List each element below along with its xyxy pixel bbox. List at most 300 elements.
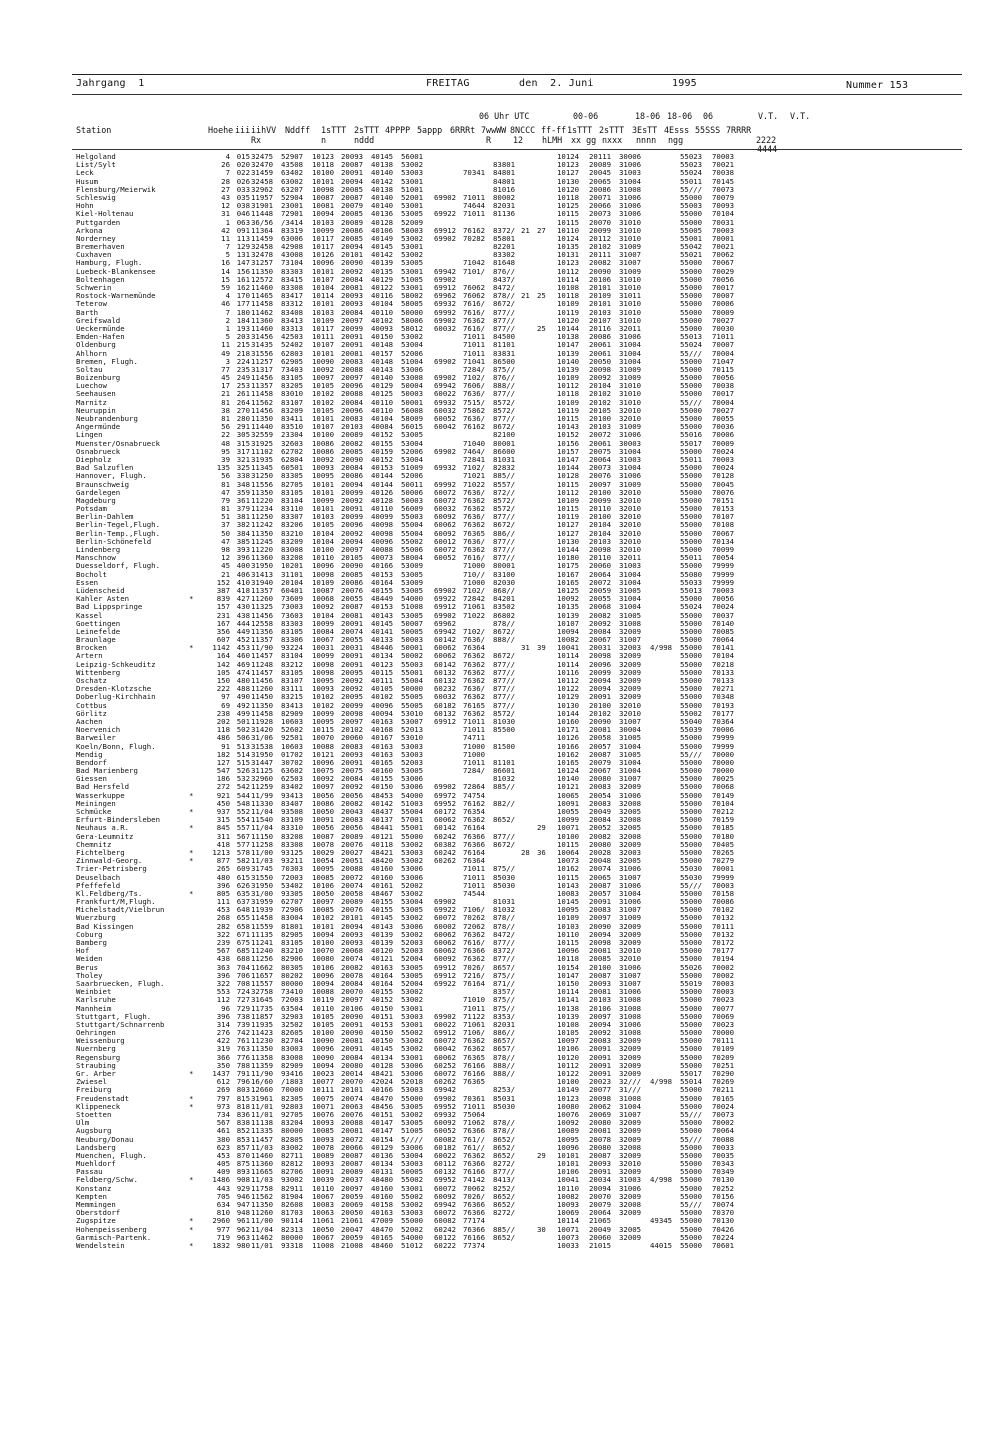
cell-col-14: 10109 bbox=[557, 495, 580, 505]
cell-col-5: 10090 bbox=[312, 356, 335, 366]
cell-col-7: 40165 bbox=[371, 1232, 394, 1242]
cell-col-14: 10119 bbox=[557, 307, 580, 317]
table-row bbox=[76, 1037, 956, 1045]
station-name: Mannheim bbox=[76, 1003, 112, 1013]
cell-col-15: 20082 bbox=[589, 831, 612, 841]
cell-col-9: 60142 bbox=[434, 635, 457, 645]
cell-col-7: 40104 bbox=[371, 414, 394, 423]
cell-col-19: 70027 bbox=[712, 315, 735, 325]
station-name: Fichtelberg bbox=[76, 847, 125, 857]
cell-col-15: 20064 bbox=[589, 1208, 612, 1218]
cell-col-6: 20056 bbox=[341, 823, 364, 833]
station-name: Luechow bbox=[76, 381, 107, 391]
cell-col-1: 238 bbox=[216, 708, 230, 718]
cell-col-8: 53006 bbox=[401, 1060, 424, 1070]
cell-col-3: 11939 bbox=[251, 905, 274, 915]
cell-col-2: 305 bbox=[236, 430, 250, 440]
cell-col-2: 046 bbox=[236, 209, 250, 219]
cell-col-11: 875// bbox=[493, 1003, 516, 1013]
cell-col-1: 877 bbox=[216, 856, 230, 866]
cell-col-12: 21 bbox=[521, 291, 530, 301]
cell-col-8: 55000 bbox=[401, 1216, 424, 1226]
cell-col-7: 40152 bbox=[371, 454, 394, 464]
cell-col-4: 73003 bbox=[281, 602, 304, 612]
cell-col-6: 20076 bbox=[341, 585, 364, 595]
table-row bbox=[76, 497, 956, 505]
cell-col-4: 63002 bbox=[281, 176, 304, 186]
cell-col-8: 53006 bbox=[401, 774, 424, 784]
station-name: Doberlug-Kirchhain bbox=[76, 692, 156, 702]
cell-col-10: 76364 bbox=[463, 643, 486, 653]
table-row bbox=[76, 636, 956, 644]
station-name: Neubrandenburg bbox=[76, 414, 138, 423]
cell-col-10: 76162 bbox=[463, 798, 486, 808]
cell-col-14: 10120 bbox=[557, 1052, 580, 1062]
cell-col-8: 53002 bbox=[401, 1044, 424, 1054]
cell-col-6: 20076 bbox=[341, 905, 364, 915]
cell-col-18: 55000 bbox=[680, 528, 703, 538]
cell-col-1: 623 bbox=[216, 1142, 230, 1152]
cell-col-1: 486 bbox=[216, 733, 230, 743]
cell-col-1: 47 bbox=[221, 536, 230, 546]
cell-col-2: 270 bbox=[236, 405, 250, 415]
cell-col-1: 4 bbox=[225, 152, 230, 161]
cell-col-1: 21 bbox=[221, 569, 230, 579]
cell-col-3: 11357 bbox=[251, 635, 274, 645]
cell-col-18: 55/// bbox=[680, 348, 703, 358]
cell-col-11: 877// bbox=[493, 389, 516, 399]
cell-col-14: 10100 bbox=[557, 831, 580, 841]
station-name: Braunschweig bbox=[76, 479, 130, 489]
cell-col-19: 70133 bbox=[712, 667, 735, 677]
cell-col-7: 40134 bbox=[371, 651, 394, 661]
cell-col-11: 83502 bbox=[493, 602, 516, 612]
cell-col-4: 83110 bbox=[281, 504, 304, 514]
cell-col-7: 40133 bbox=[371, 635, 394, 645]
cell-col-4: 73403 bbox=[281, 364, 304, 374]
cell-col-14: 10128 bbox=[557, 471, 580, 481]
cell-col-4: 82313 bbox=[281, 1224, 304, 1234]
cell-col-2: 532 bbox=[236, 774, 250, 784]
cell-col-10: 7616/ bbox=[463, 323, 486, 333]
cell-col-4: 83111 bbox=[281, 684, 304, 694]
cell-col-1: 202 bbox=[216, 716, 230, 726]
cell-col-18: 55000 bbox=[680, 1011, 703, 1021]
col-subheader-9: ngg bbox=[668, 135, 684, 145]
cell-col-7: 40166 bbox=[371, 1085, 394, 1095]
cell-col-19: 70269 bbox=[712, 1077, 735, 1087]
cell-col-19: 70054 bbox=[712, 553, 735, 563]
cell-col-1: 810 bbox=[216, 1208, 230, 1218]
cell-col-16: 31009 bbox=[619, 913, 642, 923]
cell-col-2: 946 bbox=[236, 1191, 250, 1201]
cell-col-6: 20097 bbox=[341, 545, 364, 554]
cell-col-16: 31003 bbox=[619, 561, 642, 571]
cell-col-1: 231 bbox=[216, 610, 230, 620]
cell-col-8: 51005 bbox=[401, 274, 424, 284]
cell-col-19: 70056 bbox=[712, 274, 735, 284]
cell-col-4: 62803 bbox=[281, 348, 304, 358]
table-row bbox=[76, 931, 956, 939]
cell-col-11: 8652/ bbox=[493, 1232, 516, 1242]
cell-col-16: 32005 bbox=[619, 1224, 642, 1234]
cell-col-18: 55000 bbox=[680, 1028, 703, 1038]
cell-col-19: 70111 bbox=[712, 1036, 735, 1046]
cell-col-19: 70002 bbox=[712, 970, 735, 980]
station-name: Görlitz bbox=[76, 708, 107, 718]
cell-col-8: 53003 bbox=[401, 847, 424, 857]
cell-col-16: 31006 bbox=[619, 962, 642, 972]
cell-col-10: 76362 bbox=[463, 545, 486, 554]
cell-col-8: 53002 bbox=[401, 856, 424, 866]
cell-col-2: 815 bbox=[236, 1093, 250, 1103]
cell-col-19: 79999 bbox=[712, 733, 735, 743]
cell-col-10: 76364 bbox=[463, 856, 486, 866]
cell-col-8: 53001 bbox=[401, 1052, 424, 1062]
cell-col-3: 31125 bbox=[251, 766, 274, 776]
cell-col-2: 215 bbox=[236, 340, 250, 350]
station-name: Straubing bbox=[76, 1060, 116, 1070]
cell-col-19: 70006 bbox=[712, 299, 735, 309]
cell-col-7: 40098 bbox=[371, 520, 394, 530]
cell-col-14: 10130 bbox=[557, 536, 580, 546]
cell-col-11: 86601 bbox=[493, 766, 516, 776]
cell-col-5: 10102 bbox=[312, 692, 335, 702]
cell-col-15: 20087 bbox=[589, 1150, 612, 1160]
cell-col-5: 10096 bbox=[312, 561, 335, 571]
cell-col-12: 31 bbox=[521, 643, 530, 653]
cell-col-6: 20082 bbox=[341, 438, 364, 448]
cell-col-1: 607 bbox=[216, 635, 230, 645]
cell-col-15: 20103 bbox=[589, 307, 612, 317]
station-name: Husum bbox=[76, 176, 99, 186]
cell-col-7: 40141 bbox=[371, 626, 394, 636]
table-row bbox=[76, 210, 956, 218]
cell-col-15: 20090 bbox=[589, 921, 612, 931]
cell-col-7: 40093 bbox=[371, 323, 394, 333]
cell-col-14: 10157 bbox=[557, 446, 580, 456]
cell-col-15: 20079 bbox=[589, 757, 612, 767]
cell-col-7: 40155 bbox=[371, 774, 394, 784]
cell-col-9: 69902 bbox=[434, 1011, 457, 1021]
table-row bbox=[76, 284, 956, 292]
cell-col-5: 10101 bbox=[312, 504, 335, 514]
cell-col-3: 31257 bbox=[251, 258, 274, 268]
cell-col-6: 20078 bbox=[341, 970, 364, 980]
cell-col-9: 69942 bbox=[434, 381, 457, 391]
cell-col-3: 31420 bbox=[251, 725, 274, 735]
cell-col-19: 70132 bbox=[712, 929, 735, 939]
cell-col-11: 877// bbox=[493, 684, 516, 694]
cell-col-16: 32010 bbox=[619, 954, 642, 964]
cell-col-10: 76062 bbox=[463, 283, 486, 292]
cell-col-7: 40135 bbox=[371, 266, 394, 276]
cell-col-3: 11350 bbox=[251, 528, 274, 538]
cell-col-1: 105 bbox=[216, 667, 230, 677]
cell-col-7: 40148 bbox=[371, 340, 394, 350]
cell-col-14: 10082 bbox=[557, 1191, 580, 1201]
cell-col-2: 063 bbox=[236, 217, 250, 227]
cell-col-15: 20094 bbox=[589, 1183, 612, 1193]
cell-col-3: 11458 bbox=[251, 708, 274, 718]
cell-col-10: 71011 bbox=[463, 880, 486, 890]
cell-col-3: 11/01 bbox=[251, 1109, 274, 1119]
cell-col-11: 81030 bbox=[493, 716, 516, 726]
cell-col-8: 50005 bbox=[401, 626, 424, 636]
cell-col-18: 55000 bbox=[680, 1159, 703, 1169]
cell-col-3: 11/03 bbox=[251, 856, 274, 866]
cell-col-18: 55000 bbox=[680, 561, 703, 571]
cell-col-3: 11359 bbox=[251, 1060, 274, 1070]
cell-col-6: 20094 bbox=[341, 479, 364, 489]
cell-col-18: 55000 bbox=[680, 954, 703, 964]
cell-col-18: 55024 bbox=[680, 168, 703, 178]
cell-col-3: 11138 bbox=[251, 1118, 274, 1128]
cell-col-16: 32008 bbox=[619, 815, 642, 825]
cell-col-1: 265 bbox=[216, 864, 230, 874]
cell-col-15: 20100 bbox=[589, 487, 612, 497]
cell-col-18: 55000 bbox=[680, 446, 703, 456]
station-name: Kempten bbox=[76, 1191, 107, 1201]
cell-col-4: 83510 bbox=[281, 422, 304, 432]
cell-col-11: 8652/ bbox=[493, 1200, 516, 1209]
station-name: Oldenburg bbox=[76, 340, 116, 350]
table-row bbox=[76, 833, 956, 841]
cell-col-14: 10114 bbox=[557, 274, 580, 284]
cell-col-18: 55021 bbox=[680, 250, 703, 260]
cell-col-2: 685 bbox=[236, 946, 250, 956]
cell-col-14: 10109 bbox=[557, 299, 580, 309]
cell-col-8: 53002 bbox=[401, 250, 424, 260]
cell-col-7: 40138 bbox=[371, 160, 394, 170]
table-row bbox=[76, 816, 956, 824]
cell-col-8: 53004 bbox=[401, 438, 424, 448]
cell-col-14: 10115 bbox=[557, 209, 580, 219]
cell-col-14: 10129 bbox=[557, 692, 580, 702]
cell-col-2: 655 bbox=[236, 913, 250, 923]
cell-col-14: 10115 bbox=[557, 414, 580, 423]
station-name: Stuttgart/Schnarrenb bbox=[76, 1019, 165, 1029]
cell-col-3: 11350 bbox=[251, 266, 274, 276]
cell-col-14: 10082 bbox=[557, 635, 580, 645]
cell-col-8: 50003 bbox=[401, 495, 424, 505]
station-name: Bad Hersfeld bbox=[76, 782, 130, 792]
cell-col-15: 20116 bbox=[589, 323, 612, 333]
cell-col-6: 20091 bbox=[341, 1044, 364, 1054]
cell-col-15: 20101 bbox=[589, 283, 612, 292]
cell-col-7: 40163 bbox=[371, 962, 394, 972]
cell-col-10: 7284/ bbox=[463, 766, 486, 776]
cell-col-19: 70002 bbox=[712, 962, 735, 972]
cell-col-4: 62503 bbox=[281, 774, 304, 784]
cell-col-2: 193 bbox=[236, 323, 250, 333]
cell-col-18: 55000 bbox=[680, 389, 703, 399]
cell-col-19: 70134 bbox=[712, 536, 735, 546]
table-row bbox=[76, 1070, 956, 1078]
station-name: Dresden-Klotzsche bbox=[76, 684, 152, 694]
cell-col-4: 32502 bbox=[281, 1019, 304, 1029]
cell-col-2: 249 bbox=[236, 373, 250, 383]
cell-col-2: 430 bbox=[236, 602, 250, 612]
cell-col-19: 70037 bbox=[712, 610, 735, 620]
cell-col-8: 53005 bbox=[401, 430, 424, 440]
station-name: Luebeck-Blankensee bbox=[76, 266, 156, 276]
cell-col-5: 10086 bbox=[312, 446, 335, 456]
cell-col-4: 83107 bbox=[281, 676, 304, 685]
cell-col-5: 10078 bbox=[312, 1142, 335, 1152]
table-row bbox=[76, 530, 956, 538]
group-header-3: 18-06 bbox=[667, 111, 693, 121]
cell-col-14: 10162 bbox=[557, 864, 580, 874]
cell-col-1: 387 bbox=[216, 585, 230, 595]
cell-col-14: 10147 bbox=[557, 454, 580, 464]
cell-col-11: 878// bbox=[493, 618, 516, 628]
cell-col-18: 55000 bbox=[680, 463, 703, 473]
cell-col-8: 53002 bbox=[401, 1036, 424, 1046]
cell-col-6: 20079 bbox=[341, 201, 364, 211]
cell-col-7: 48453 bbox=[371, 790, 394, 800]
cell-col-6: 20106 bbox=[341, 1003, 364, 1013]
cell-col-10: 76362 bbox=[463, 651, 486, 661]
cell-col-4: 82812 bbox=[281, 1159, 304, 1169]
cell-col-9: 69912 bbox=[434, 716, 457, 726]
col-header-17: 55SSS bbox=[695, 125, 721, 135]
cell-col-16: 31007 bbox=[619, 716, 642, 726]
cell-col-8: 53002 bbox=[401, 839, 424, 849]
cell-col-14: 10150 bbox=[557, 978, 580, 988]
cell-col-18: 55000 bbox=[680, 422, 703, 432]
cell-col-1: 276 bbox=[216, 1028, 230, 1038]
cell-col-7: 40110 bbox=[371, 397, 394, 407]
cell-col-6: 20086 bbox=[341, 225, 364, 235]
cell-col-3: 11240 bbox=[251, 946, 274, 956]
cell-col-9: 60092 bbox=[434, 954, 457, 964]
cell-col-6: 20089 bbox=[341, 430, 364, 440]
cell-col-15: 20087 bbox=[589, 749, 612, 759]
station-name: Gardelegen bbox=[76, 487, 121, 497]
cell-col-4: 83206 bbox=[281, 520, 304, 530]
cell-col-11: 8372/ bbox=[493, 946, 516, 956]
cell-col-15: 20106 bbox=[589, 1003, 612, 1013]
cell-col-7: 40147 bbox=[371, 1126, 394, 1136]
cell-col-1: 164 bbox=[216, 651, 230, 661]
cell-col-6: 20072 bbox=[341, 872, 364, 882]
cell-col-16: 31009 bbox=[619, 266, 642, 276]
cell-col-6: 20084 bbox=[341, 774, 364, 784]
cell-col-11: 877// bbox=[493, 700, 516, 710]
cell-col-4: 83210 bbox=[281, 946, 304, 956]
cell-col-7: 40121 bbox=[371, 954, 394, 964]
cell-col-5: 10098 bbox=[312, 659, 335, 669]
cell-col-9: 69972 bbox=[434, 790, 457, 800]
cell-col-3: 11/03 bbox=[251, 1175, 274, 1185]
cell-col-18: 55000 bbox=[680, 888, 703, 898]
cell-col-18: 55000 bbox=[680, 1167, 703, 1177]
cell-col-19: 70279 bbox=[712, 856, 735, 866]
cell-col-7: 48470 bbox=[371, 1224, 394, 1234]
cell-col-2: 857 bbox=[236, 1142, 250, 1152]
cell-col-1: 422 bbox=[216, 1036, 230, 1046]
cell-col-19: 70426 bbox=[712, 1224, 735, 1234]
cell-col-19: 70002 bbox=[712, 1118, 735, 1128]
cell-col-16: 31010 bbox=[619, 283, 642, 292]
table-row bbox=[76, 423, 956, 431]
cell-col-10: 76164 bbox=[463, 978, 486, 988]
cell-col-2: 980 bbox=[236, 1240, 250, 1250]
col-subheader-8: nnnn bbox=[636, 135, 657, 145]
cell-col-6: 20101 bbox=[341, 1085, 364, 1095]
cell-col-10: 70341 bbox=[463, 168, 486, 178]
cell-col-17: 44015 bbox=[650, 1240, 673, 1250]
cell-col-2: 384 bbox=[236, 528, 250, 538]
cell-col-7: 40118 bbox=[371, 839, 394, 849]
cell-col-15: 20098 bbox=[589, 1093, 612, 1103]
cell-col-11: 86600 bbox=[493, 446, 516, 456]
cell-col-5: 10114 bbox=[312, 291, 335, 301]
cell-col-16: 31010 bbox=[619, 315, 642, 325]
cell-col-14: 10083 bbox=[557, 888, 580, 898]
cell-col-1: 142 bbox=[216, 659, 230, 669]
cell-col-9: 60142 bbox=[434, 659, 457, 669]
cell-col-16: 31010 bbox=[619, 225, 642, 235]
cell-col-11: 877// bbox=[493, 676, 516, 685]
cell-col-15: 20074 bbox=[589, 864, 612, 874]
cell-col-11: 8652/ bbox=[493, 1150, 516, 1160]
cell-col-3: 11460 bbox=[251, 323, 274, 333]
cell-col-9: 60242 bbox=[434, 847, 457, 857]
cell-col-16: 31004 bbox=[619, 1101, 642, 1111]
cell-col-16: 32/// bbox=[619, 1077, 642, 1087]
cell-col-6: 20087 bbox=[341, 1159, 364, 1169]
cell-col-10: 7515/ bbox=[463, 397, 486, 407]
cell-col-14: 10144 bbox=[557, 708, 580, 718]
cell-col-16: 32010 bbox=[619, 512, 642, 522]
mountain-station-marker-icon: * bbox=[189, 807, 194, 816]
cell-col-10: 76166 bbox=[463, 1232, 486, 1242]
cell-col-2: 393 bbox=[236, 545, 250, 554]
cell-col-7: 40110 bbox=[371, 405, 394, 415]
station-name: Ueckermünde bbox=[76, 323, 125, 333]
table-row bbox=[76, 309, 956, 317]
cell-col-7: 40126 bbox=[371, 487, 394, 497]
cell-col-7: 40163 bbox=[371, 741, 394, 751]
cell-col-2: 557 bbox=[236, 823, 250, 833]
cell-col-11: 875// bbox=[493, 995, 516, 1005]
cell-col-15: 20091 bbox=[589, 1069, 612, 1078]
cell-col-15: 20093 bbox=[589, 978, 612, 988]
cell-col-7: 40150 bbox=[371, 1036, 394, 1046]
cell-col-10: 76366 bbox=[463, 946, 486, 956]
cell-col-4: 83008 bbox=[281, 545, 304, 554]
cell-col-2: 381 bbox=[236, 512, 250, 522]
cell-col-4: 93318 bbox=[281, 1240, 304, 1250]
cell-col-19: 70271 bbox=[712, 684, 735, 694]
cell-col-8: 55002 bbox=[401, 1028, 424, 1038]
cell-col-7: 40161 bbox=[371, 880, 394, 890]
cell-col-6: 20082 bbox=[341, 962, 364, 972]
cell-col-18: 55/// bbox=[680, 1109, 703, 1119]
table-row bbox=[76, 513, 956, 521]
cell-col-11: 882// bbox=[493, 798, 516, 808]
cell-col-5: 10096 bbox=[312, 258, 335, 268]
cell-col-10: 7101/ bbox=[463, 266, 486, 276]
cell-col-18: 55/// bbox=[680, 1200, 703, 1209]
cell-col-8: 55001 bbox=[401, 823, 424, 833]
cell-col-18: 55017 bbox=[680, 438, 703, 448]
cell-col-3: 11665 bbox=[251, 1167, 274, 1177]
cell-col-6: 20099 bbox=[341, 700, 364, 710]
cell-col-19: 70209 bbox=[712, 1052, 735, 1062]
